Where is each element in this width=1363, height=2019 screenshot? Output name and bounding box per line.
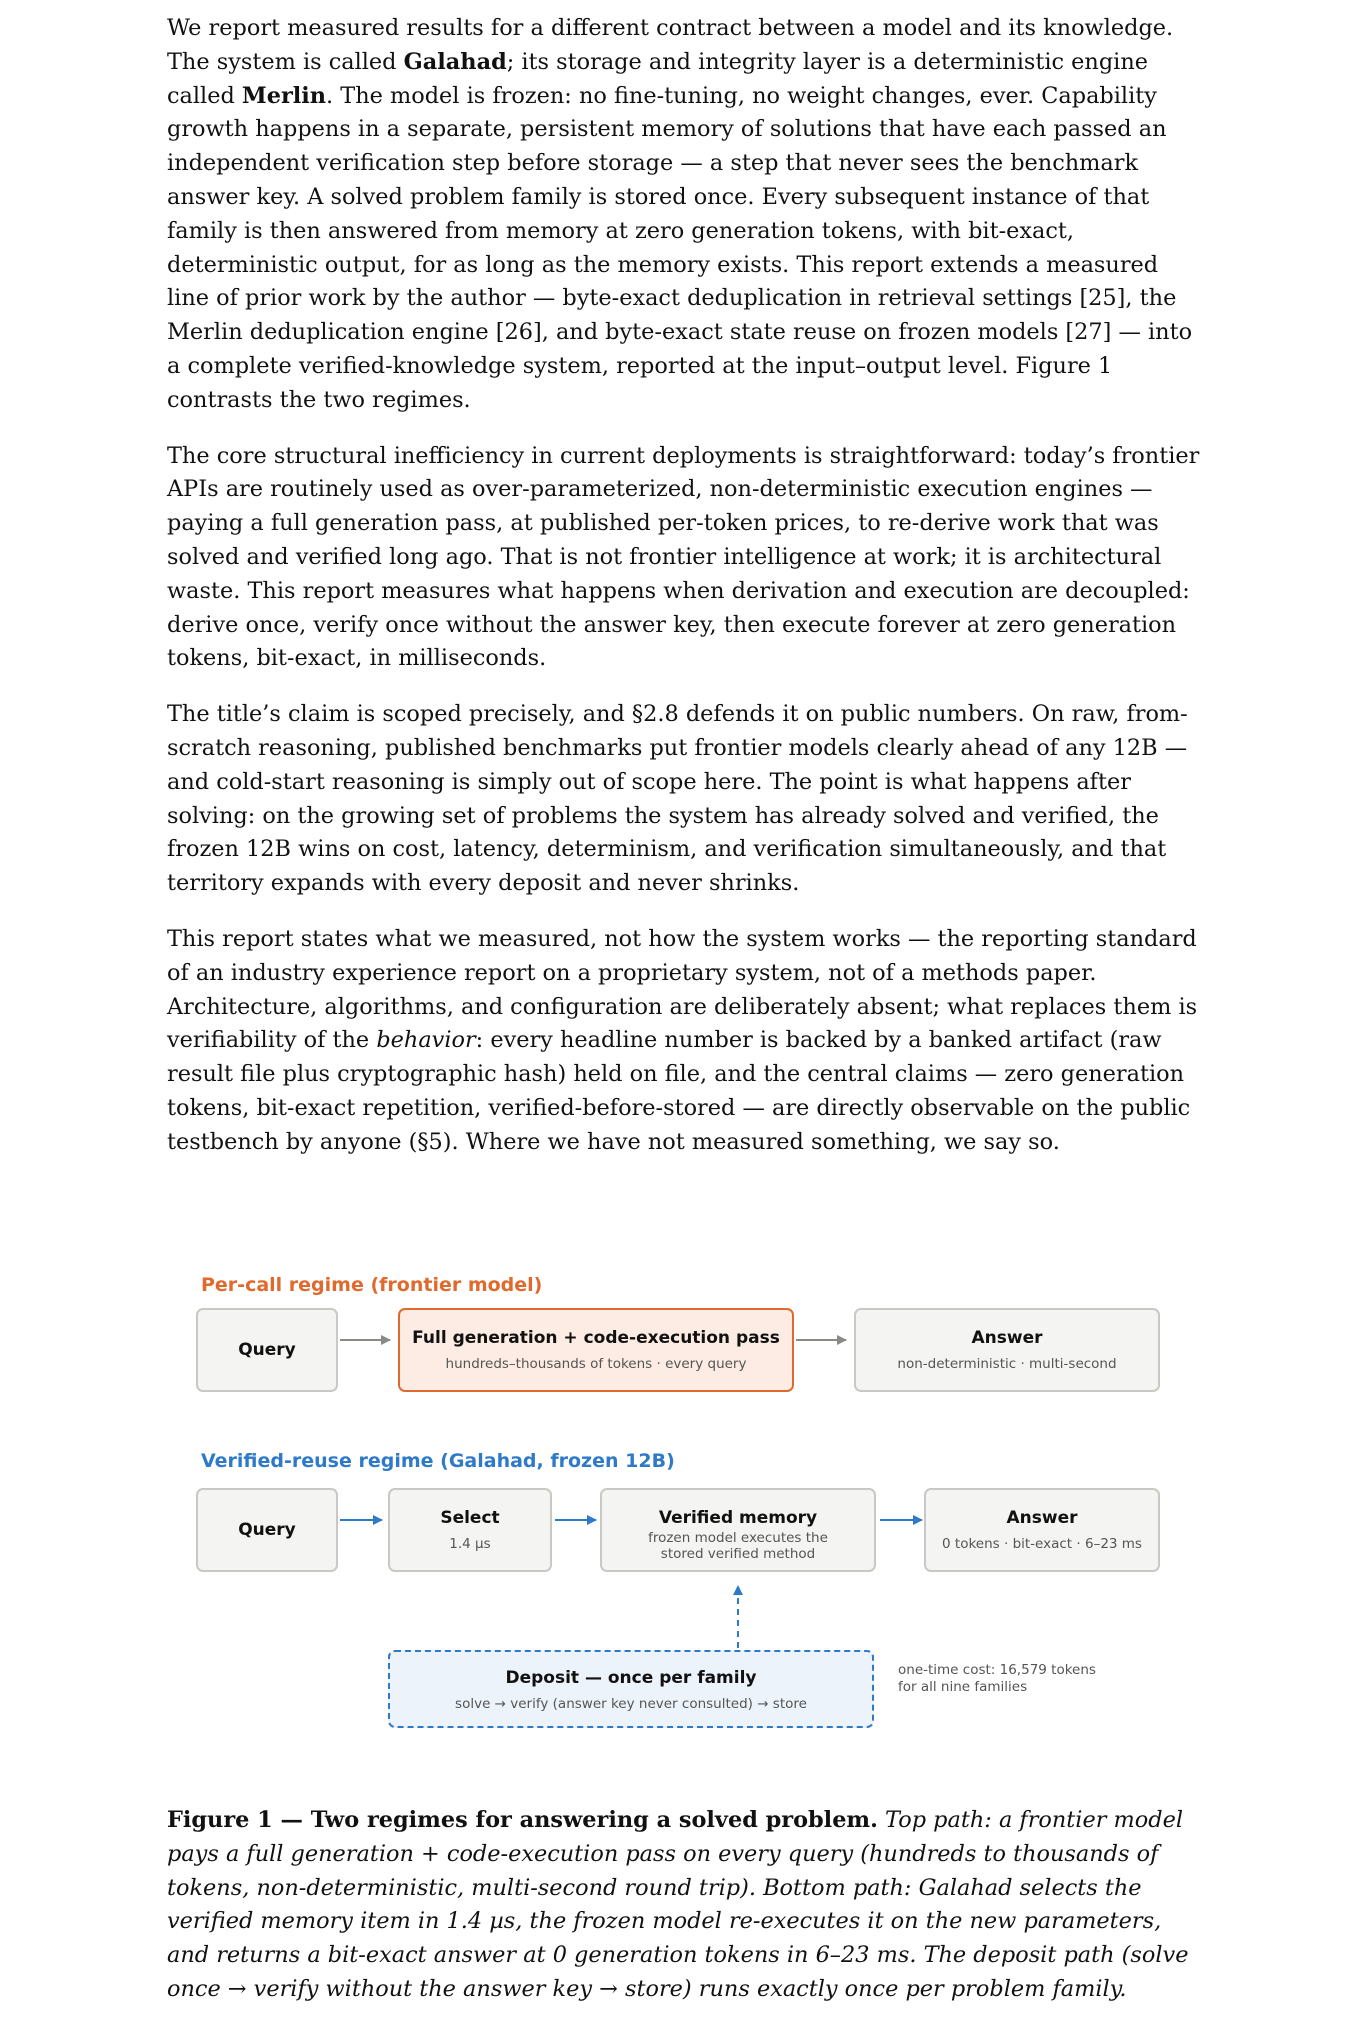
text-run: ; its storage and integrity layer is a deterministic engine called	[167, 48, 1149, 109]
note-line: for all nine families	[898, 1679, 1028, 1695]
box-title: Select	[440, 1508, 500, 1528]
note-line: one-time cost: 16,579 tokens	[898, 1662, 1096, 1678]
box-title: Answer	[971, 1328, 1043, 1348]
engine-name-merlin: Merlin	[241, 82, 327, 109]
select-box	[388, 1488, 552, 1572]
per-call-query-box	[196, 1308, 338, 1392]
box-title: Full generation + code-execution pass	[412, 1328, 780, 1348]
figure-1-diagram	[0, 1250, 1363, 1730]
box-subtitle: 1.4 µs	[449, 1536, 491, 1552]
paragraph-reporting-standard	[167, 923, 1207, 1160]
box-subtitle: frozen model executes the	[648, 1530, 828, 1546]
text-run: We report measured results for a different contract between a model and its knowledge. The system is called	[167, 15, 1174, 75]
box-subtitle: solve → verify (answer key never consulted) → store	[455, 1696, 807, 1712]
verified-memory-box	[600, 1488, 876, 1572]
text-run: This report states what we measured, not how the system works — the reporting standard of an industry experience report on a proprietary system, not of a methods paper. Architecture, algorithms, and configuration are deliberately absent; what replaces them is verifiability of the	[167, 925, 1198, 1054]
paragraph-inefficiency: The core structural inefficiency in current deployments is straightforward: today’s frontier APIs are routinely used as over-parameterized, non-deterministic execution engines — paying a full generation pass, at published per-token prices, to re-derive work that was solved and verified long ago. That is not frontier intelligence at work; it is architectural waste. This report measures what happens when derivation and execution are decoupled: derive once, verify once without the answer key, then execute forever at zero generation tokens, bit-exact, in milliseconds.	[167, 442, 1200, 672]
box-title: Answer	[1006, 1508, 1078, 1528]
reuse-query-box	[196, 1488, 338, 1572]
paragraph-claim-scope: The title’s claim is scoped precisely, and §2.8 defends it on public numbers. On raw, from-scratch reasoning, published benchmarks put frontier models clearly ahead of any 12B — and cold-start reasoning is simply out of scope here. The point is what happens after solving: on the growing set of problems the system has already solved and verified, the frozen 12B wins on cost, latency, determinism, and verification simultaneously, and that territory expands with every deposit and never shrinks.	[167, 701, 1188, 897]
per-call-answer-box	[854, 1308, 1160, 1392]
caption-label: Figure 1 — Two regimes for answering a solved problem.	[167, 1807, 878, 1833]
full-generation-box	[398, 1308, 794, 1392]
box-title: Deposit — once per family	[505, 1668, 757, 1688]
reuse-regime-title: Verified-reuse regime (Galahad, frozen 12B)	[201, 1450, 675, 1472]
box-subtitle: 0 tokens · bit-exact · 6–23 ms	[942, 1536, 1142, 1552]
caption-text: Top path: a frontier model pays a full generation + code-execution pass on every query (hundreds to thousands of tokens, non-deterministic, multi-second round trip). Bottom path: Galahad selects the verified memory item in 1.4 µs, the frozen model re-executes it on the new parameters, and returns a bit-exact answer at 0 generation tokens in 6–23 ms. The deposit path (solve once → verify without the answer key → store) runs exactly once per problem family.	[167, 1807, 1189, 2002]
text-run: . The model is frozen: no fine-tuning, no weight changes, ever. Capability growth happens in a separate, persistent memory of solutions that have each passed an independent verification step before storage — a step that never sees the benchmark answer key. A solved problem family is stored once. Every subsequent instance of that family is then answered from memory at zero generation tokens, with bit-exact, deterministic output, for as long as the memory exists. This report extends a measured line of prior work by the author — byte-exact deduplication in retrieval settings [25], the Merlin deduplication engine [26], and byte-exact state reuse on frozen models [27] — into a complete verified-knowledge system, reported at the input–output level. Figure 1 contrasts the two regimes.	[167, 82, 1193, 413]
box-title: Verified memory	[658, 1508, 818, 1528]
paragraph-intro	[167, 12, 1207, 418]
figure-caption	[167, 1804, 1207, 2007]
text-run: : every headline number is backed by a banked artifact (raw result file plus cryptographic hash) held on file, and the central claims — zero generation tokens, bit-exact repetition, verified-before-stored — are directly observable on the public testbench by anyone (§5). Where we have not measured something, we say so.	[167, 1027, 1191, 1155]
system-name-galahad: Galahad	[403, 48, 507, 75]
emphasis-behavior: behavior	[376, 1027, 476, 1054]
body-text	[167, 12, 1207, 1182]
deposit-box	[388, 1650, 874, 1728]
box-subtitle: hundreds–thousands of tokens · every query	[445, 1356, 747, 1372]
box-title: Query	[238, 1520, 296, 1540]
box-subtitle: non-deterministic · multi-second	[897, 1356, 1117, 1372]
box-title: Query	[238, 1340, 296, 1360]
per-call-regime-title: Per-call regime (frontier model)	[201, 1274, 543, 1296]
box-subtitle: stored verified method	[660, 1546, 816, 1562]
deposit-cost-note	[898, 1662, 1096, 1696]
reuse-answer-box	[924, 1488, 1160, 1572]
